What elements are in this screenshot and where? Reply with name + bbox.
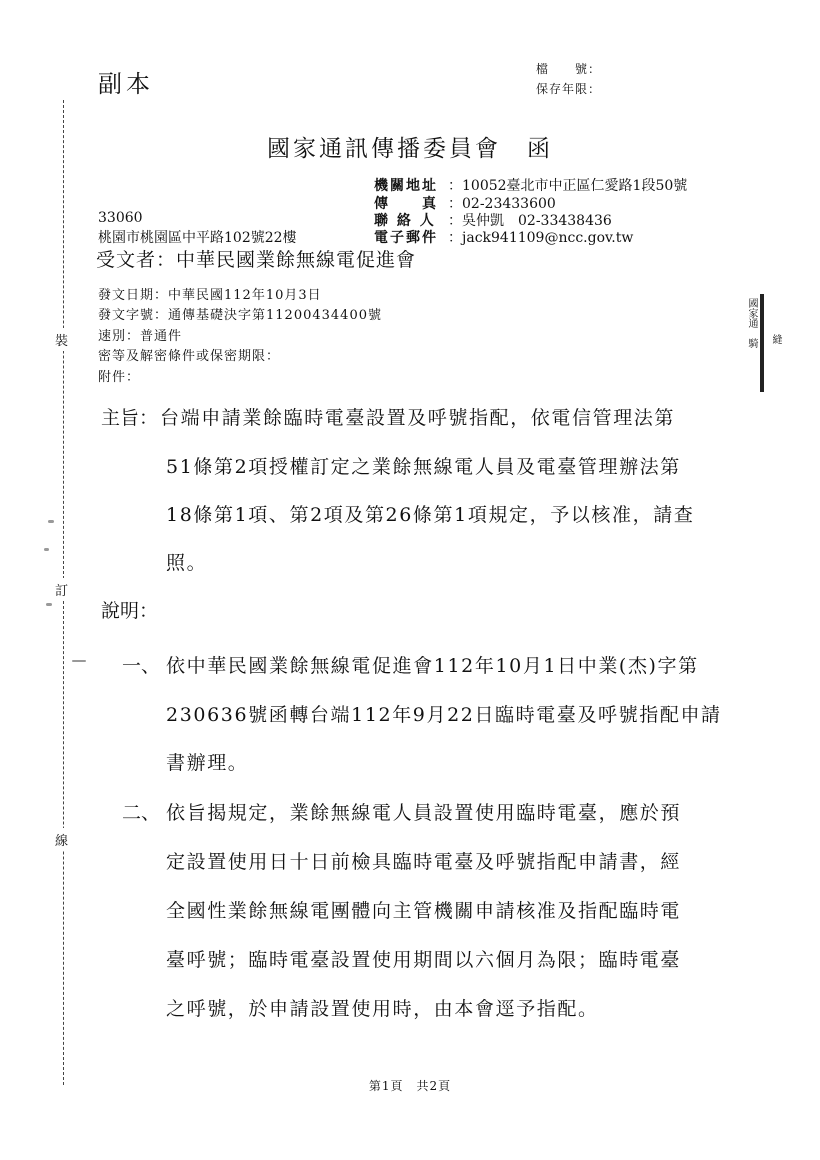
scan-speck — [48, 520, 54, 523]
item-line: 書辦理。 — [166, 752, 249, 774]
recipient-address: 桃園市桃園區中平路102號22樓 — [98, 230, 297, 246]
subject-label: 主旨： — [101, 407, 159, 429]
contact-value: 吳仲凱 02-33438436 — [462, 213, 612, 229]
seam-stamp-text: 縫 — [770, 334, 781, 344]
scan-speck — [72, 660, 86, 662]
item-line: 臺呼號；臨時電臺設置使用期間以六個月為限；臨時電臺 — [166, 949, 682, 971]
contact-row-address: 機關地址 ：10052臺北市中正區仁愛路1段50號 — [374, 175, 687, 195]
file-number-label: 檔 號： — [536, 62, 602, 76]
contact-row-person: 聯 絡 人 ：吳仲凱 02-33438436 — [374, 210, 612, 230]
binding-mark-zhuang: 裝 — [55, 328, 68, 351]
seam-stamp — [742, 294, 786, 392]
document-number: 發文字號：通傳基礎決字第11200434400號 — [98, 308, 382, 323]
page-footer: 第1頁 共2頁 — [368, 1079, 452, 1093]
scan-speck — [46, 603, 52, 606]
item-line: 依中華民國業餘無線電促進會112年10月1日中業(杰)字第 — [166, 655, 699, 677]
contact-key: 傳 真 — [374, 196, 438, 212]
contact-key: 聯 絡 人 — [374, 213, 436, 229]
explanation-label: 說明： — [101, 600, 159, 622]
item-line: 230636號函轉台端112年9月22日臨時電臺及呼號指配申請 — [166, 704, 722, 726]
urgency: 速別：普通件 — [98, 329, 183, 344]
recipient-postal-code: 33060 — [98, 210, 143, 226]
contact-row-fax: 傳 真 ：02-23433600 — [374, 193, 556, 213]
seam-stamp-text: 國家通 — [746, 298, 757, 328]
scan-speck — [44, 548, 49, 551]
item-number: 一、 — [122, 655, 161, 677]
contact-value: 02-23433600 — [462, 196, 556, 212]
subject-line: 照。 — [166, 552, 208, 574]
item-line: 之呼號，於申請設置使用時，由本會逕予指配。 — [166, 998, 599, 1020]
subject-line: 18條第1項、第2項及第26條第1項規定，予以核准，請查 — [166, 504, 695, 526]
binding-mark-xian: 線 — [55, 828, 68, 851]
copy-label: 副本 — [98, 70, 154, 98]
seam-stamp-bar — [760, 294, 764, 392]
item-line: 依旨揭規定，業餘無線電人員設置使用臨時電臺，應於預 — [166, 802, 682, 824]
recipient: 受文者：中華民國業餘無線電促進會 — [96, 249, 417, 271]
subject-line: 台端申請業餘臨時電臺設置及呼號指配，依電信管理法第 — [160, 407, 676, 429]
issue-date: 發文日期：中華民國112年10月3日 — [98, 288, 322, 303]
item-line: 定設置使用日十日前檢具臨時電臺及呼號指配申請書，經 — [166, 851, 682, 873]
attachments: 附件： — [98, 370, 141, 385]
agency-title: 國家通訊傳播委員會 函 — [267, 136, 553, 162]
contact-key: 電子郵件 — [374, 230, 438, 246]
confidentiality: 密等及解密條件或保密期限： — [98, 349, 281, 364]
item-line: 全國性業餘無線電團體向主管機關申請核准及指配臨時電 — [166, 900, 682, 922]
contact-key: 機關地址 — [374, 178, 438, 194]
item-number: 二、 — [122, 802, 161, 824]
seam-stamp-text: 騎 — [746, 338, 757, 348]
contact-value: 10052臺北市中正區仁愛路1段50號 — [462, 178, 688, 194]
contact-value: jack941109@ncc.gov.tw — [462, 230, 634, 246]
retention-period-label: 保存年限： — [536, 82, 602, 96]
subject-line: 51條第2項授權訂定之業餘無線電人員及電臺管理辦法第 — [166, 456, 681, 478]
contact-row-email: 電子郵件 ：jack941109@ncc.gov.tw — [374, 227, 633, 247]
binding-mark-ding: 訂 — [55, 578, 68, 601]
